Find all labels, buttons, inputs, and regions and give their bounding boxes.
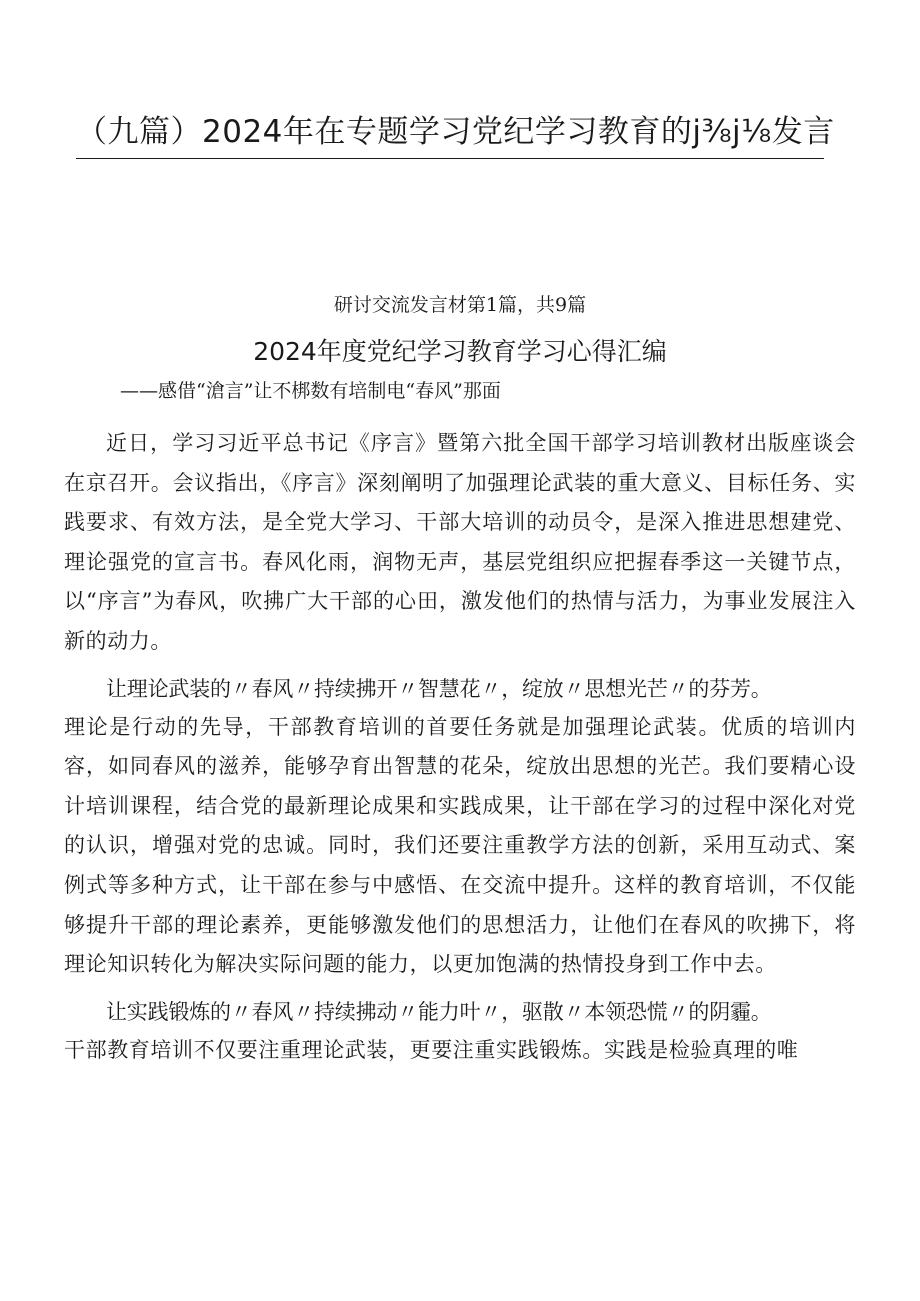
article-body — [64, 424, 856, 1070]
paragraph-theory: 理论是行动的先导，干部教育培训的首要任务就是加强理论武装。优质的培训内容，如同春风的滋养，能够孕育出智慧的花朵，绽放出思想的光芒。我们要精心设计培训课程，结合党的最新理论成果和实践成果，让干部在学习的过程中深化对党的认识，增强对党的忠诚。同时，我们还要注重教学方法的创新，采用互动式、案例式等多种方式，让干部在参与中感悟、在交流中提升。这样的教育培训，不仅能够提升干部的理论素养，更能够激发他们的思想活力，让他们在春风的吹拂下，将理论知识转化为解决实际问题的能力，以更加饱满的热情投身到工作中去。 — [64, 714, 856, 977]
document-sub-label: 研讨交流发言材第1篇，共9篇 — [333, 294, 587, 316]
section-heading-practice: 让实践锻炼的〃春风〃持续拂动〃能力叶〃，驱散〃本领恐慌〃的阴霾。 — [106, 999, 772, 1024]
paragraph-practice: 干部教育培训不仅要注重理论武装，更要注重实践锻炼。实践是检验真理的唯 — [64, 1037, 799, 1062]
article-title: 2024年度党纪学习教育学习心得汇编 — [253, 337, 667, 366]
article-subtitle: ——感借“滄言”让不梆数有培制电“春风”那面 — [120, 380, 501, 402]
document-title: （九篇）2024年在专题学习党纪学习教育的j⅜j⅛发言 — [76, 108, 824, 159]
paragraph-intro: 近日，学习习近平总书记《序言》暨第六批全国干部学习培训教材出版座谈会在京召开。会议指出，《序言》深刻阐明了加强理论武装的重大意义、目标任务、实践要求、有效方法，是全党大学习、干部大培训的动员令，是深入推进思想建党、理论强党的宣言书。春风化雨，润物无声，基层党组织应把握春季这一关键节点，以“序言”为春风，吹拂广大干部的心田，激发他们的热情与活力，为事业发展注入新的动力。 — [64, 431, 856, 653]
section-heading-theory: 让理论武装的〃春风〃持续拂开〃智慧花〃，绽放〃思想光芒〃的芬芳。 — [106, 676, 772, 701]
